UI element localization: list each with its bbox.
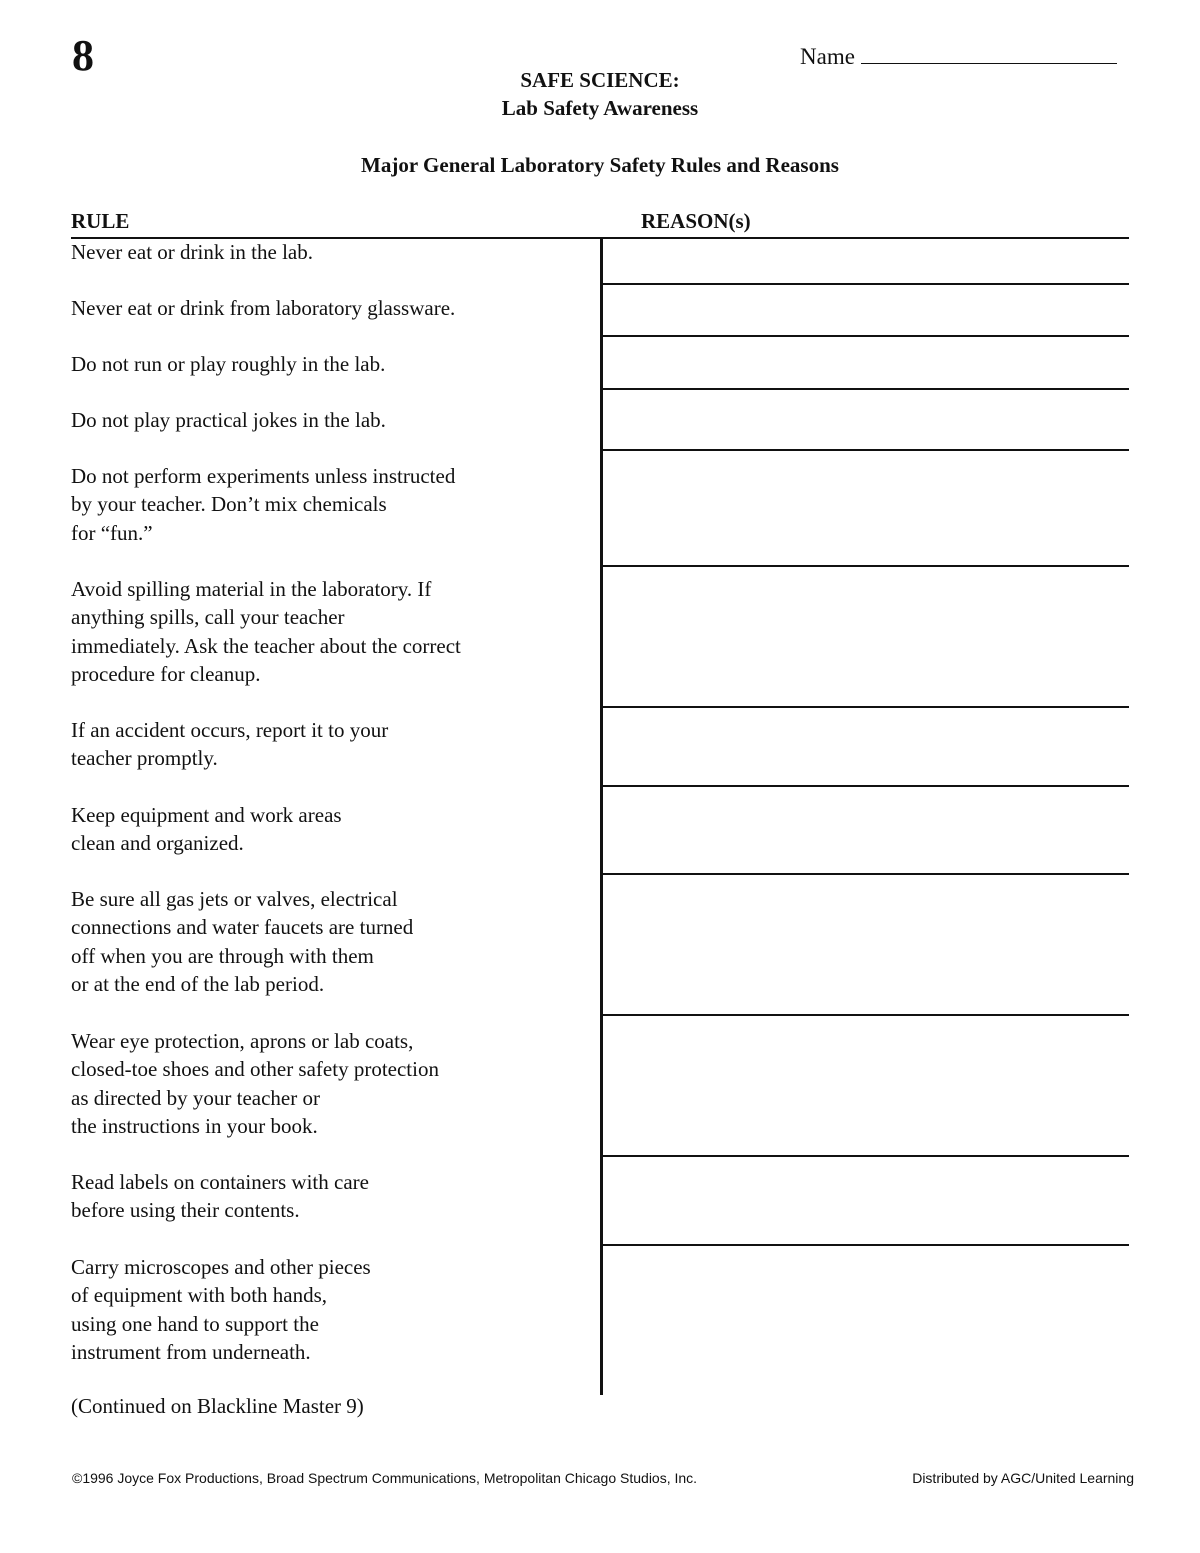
row-divider	[601, 1014, 1129, 1016]
table-row: Be sure all gas jets or valves, electrical connections and water faucets are turned off when you are through with them or at the end of the lab period.	[71, 887, 414, 996]
name-field	[800, 44, 1117, 70]
table-row: Read labels on containers with care before using their contents.	[71, 1170, 369, 1223]
row-divider	[601, 785, 1129, 787]
table-row: Never eat or drink from laboratory glassware.	[71, 296, 456, 320]
document-title: SAFE SCIENCE:	[520, 68, 680, 92]
row-divider	[601, 706, 1129, 708]
document-subtitle: Lab Safety Awareness	[501, 96, 699, 120]
page-number: 8	[72, 31, 94, 80]
row-divider	[601, 1244, 1129, 1246]
table-row: If an accident occurs, report it to your teacher promptly.	[71, 718, 389, 771]
name-blank-line	[861, 45, 1117, 64]
table-row: Do not perform experiments unless instructed by your teacher. Don’t mix chemicals for “fun.”	[71, 464, 456, 545]
column-divider	[600, 238, 603, 1395]
row-divider	[601, 388, 1129, 390]
row-divider	[601, 873, 1129, 875]
table-row: Carry microscopes and other pieces of equipment with both hands, using one hand to support the instrument from underneath.	[71, 1255, 371, 1364]
column-header-reason: REASON(s)	[641, 209, 751, 233]
section-title: Major General Laboratory Safety Rules and Reasons	[361, 153, 839, 177]
footer-distributor: Distributed by AGC/United Learning	[912, 1470, 1134, 1486]
row-divider	[601, 335, 1129, 337]
row-divider	[601, 1155, 1129, 1157]
row-divider	[601, 449, 1129, 451]
table-row: Wear eye protection, aprons or lab coats, closed-toe shoes and other safety protection as directed by your teacher or the instructions in your book.	[71, 1029, 439, 1138]
name-label: Name	[800, 44, 855, 69]
table-row: Avoid spilling material in the laboratory. If anything spills, call your teacher immediately. Ask the teacher about the correct procedure for cleanup.	[71, 577, 461, 686]
column-header-rule: RULE	[71, 209, 130, 233]
row-divider	[601, 565, 1129, 567]
table-row: Keep equipment and work areas clean and organized.	[71, 803, 342, 856]
table-row: Do not play practical jokes in the lab.	[71, 408, 386, 432]
continued-note: (Continued on Blackline Master 9)	[71, 1394, 364, 1418]
table-row: Never eat or drink in the lab.	[71, 240, 313, 264]
row-divider	[601, 283, 1129, 285]
table-row: Do not run or play roughly in the lab.	[71, 352, 386, 376]
footer-copyright: ©1996 Joyce Fox Productions, Broad Spectrum Communications, Metropolitan Chicago Studios, Inc.	[72, 1470, 698, 1486]
